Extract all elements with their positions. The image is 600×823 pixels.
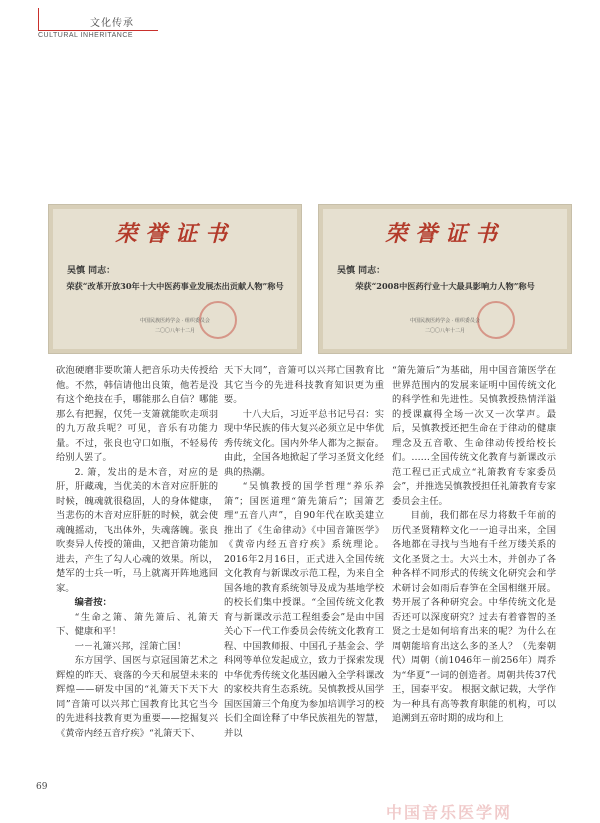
certificate-award: 荣获“2008中医药行业十大最具影响力人物”称号 [355,281,535,291]
honor-certificate-2 [318,204,572,354]
paragraph: 砍泡硬磨非要吹箫人把音乐功夫传授给他。不然，韩信请他出良策，他若是没有这个绝技在手，哪能那么自信？哪能那么有把握，仅凭一支箫就能吹走项羽的九万敌兵呢？可见，音乐有功能力量。不过，张良也守口如瓶，不轻易传给别人罢了。 [56,365,218,463]
text-column-2 [224,364,384,741]
certificate-award: 荣获“改革开放30年十大中医药事业发展杰出贡献人物”称号 [66,281,284,291]
paragraph: 一－礼箫兴邦，淫箫亡国！ [74,640,187,652]
certificate-recipient: 吴慎 同志： [337,266,386,276]
paragraph: 天下大同”，音箫可以兴邦亡国教育比其它当今的先进科技教育知识更为重要。 [224,365,384,405]
honor-certificate-1 [48,204,302,354]
certificate-recipient: 吴慎 同志： [67,266,116,276]
section-header [8,8,308,44]
page-number: 69 [36,782,48,792]
text-column-3 [392,364,556,727]
paragraph: “吴慎教授的国学哲理“养乐养箫”；国医道理“箫先箫后”；国箫艺理“五音八声”，自90年代在欧美建立推出了《生命律动》《中国音箫医学》《黄帝内经五音疗疾》系统理论。2016年2月16日，正式进入全国传统文化教育与新课改示范工程，为来自全国各地的教育系统领导及成为基地学校的校长们集中授课。“全国传统文化教育与新课改示范工程组委会”是由中国关心下一代工作委员会传统文化教育工程、中国教师报、中国孔子基金会、学科网等单位发起成立，致力于探索发现中华优秀传统文化基因融入全学科课改的家校共育生态系统。吴慎教授从国学国医国箫三个角度为参加培训学习的校长们全面诠释了中华民族祖先的智慧，并以 [224,481,384,739]
header-rule [38,30,158,31]
certificate-date: 二〇〇八年十二月 [154,328,195,334]
paragraph: 2. 箫，发出的是木音，对应的是肝，肝藏魂，当优美的木音对应肝脏的时候，魄魂就很稳固，人的身体健康，当悲伤的木音对应肝脏的时候，就会使魂魄摇动，飞出体外，失魂落魄。张良吹奏异人传授的箫曲，又把音箫功能加进去，产生了勾人心魂的效果。所以，楚军的士兵一听，马上就离开阵地逃回家。 [56,466,218,594]
certificate-date: 二〇〇八年十二月 [424,328,465,334]
paragraph: “生命之箫、箫先箫后、礼箫天下、健康和平！ [56,611,218,637]
certificate-issuer: 中国民族医药学会 · 组织委员会 [140,318,210,324]
certificate-issuer: 中国民族医药学会 · 组织委员会 [410,318,480,324]
certificate-title: 荣誉证书 [114,221,235,247]
section-title-en: CULTURAL INHERITANCE [38,32,134,39]
paragraph: 编者按： [74,597,112,608]
paragraph: 目前，我们都在尽力将数千年前的历代圣贤精粹文化一一追寻出来，全国各地都在寻找与当地有千丝万缕关系的文化圣贤之士。大兴土木，并创办了各种各样不同形式的传统文化研究会和学术研讨会如雨后春笋在全国相继开展。势开展了各种研究会。中华传统文化是否还可以深度研究？过去有着睿智的圣贤之士是如何培育出来的呢？为什么在周朝能培育出这么多的圣人？（先秦朝代）周朝（前1046年－前256年）周乔为“华夏”一词的创造者。周朝共传37代王，国泰平安。 根据文献记载，大学作为一种具有高等教育职能的机构，可以追溯到五帝时期的成均和上 [392,510,556,724]
header-accent-bar [38,8,39,30]
paragraph: 东方国学、国医与京冠国箫艺术之辉煌的昨天、衰落的今天和展望未来的辉煌——研发中国的“礼箫天下天下大同”音箫可以兴邦亡国教育比其它当今的先进科技教育更为重要——挖掘复兴《黄帝内经五音疗疾》“礼箫天下、 [56,655,218,739]
paragraph: 十八大后，习近平总书记号召：实现中华民族的伟大复兴必须立足中华优秀传统文化。国内外华人都为之振奋。由此，全国各地掀起了学习圣贤文化经典的热潮。 [224,408,384,478]
certificate-title: 荣誉证书 [384,221,505,247]
section-title-cn: 文化传承 [90,18,134,29]
site-watermark: 中国音乐医学网 [386,803,513,822]
paragraph: “箫先箫后”为基础，用中国音箫医学在世界范围内的发展来证明中国传统文化的科学性和先进性。吴慎教授热情洋溢的授课赢得全场一次又一次掌声。最后，吴慎教授还把生命在于律动的健康理念及五音歌、生命律动传授给校长们。……全国传统文化教育与新课改示范工程已正式成立“礼箫教育专家委员会”，并推选吴慎教授担任礼箫教育专家委员会主任。 [392,365,556,507]
text-column-1 [56,364,218,741]
